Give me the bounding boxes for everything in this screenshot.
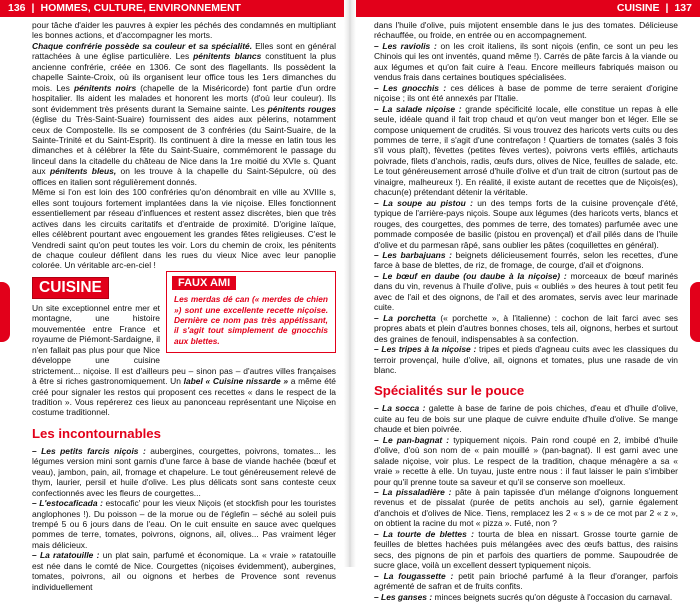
incontournables-heading: Les incontournables [32, 425, 161, 441]
list-item: – La salade niçoise : grande spécificité locale, elle constitue un repas à elle seule, idéale quand il fait trop chaud et qu'on veut manger bon et léger. Elle se compose uniquement de crudités. Si vous trouvez des haricots verts cuits ou des pommes de terre, il s'agit d'une contrefaçon ! Quartiers de tomates (salés 3 fois s'il vous plaît), fèvettes (petites fèves vertes), poivrons verts effilés, artichauts poivrade, filets d'anchois, radis, œufs durs, olives de Nice, feuilles de salade, etc. Le tout généreusement arrosé d'huile d'olive et d'un trait de citron (surtout pas de vinaigre, malheureux !). En réalité, il existe autant de recettes que de Niçois(es), chacun(e) prétendant détenir la véritable. [374, 103, 678, 198]
faux-ami-text: Les merdas dé can (« merdes de chien ») sont une excellente recette niçoise. Dernière ce nom pas très appétissant, il s'agit tout simplement de gnocchis aux blettes. [174, 294, 328, 346]
list-item: – Les ganses : minces beignets sucrés qu'on déguste à l'occasion du carnaval. [374, 591, 673, 602]
left-thumb-tab [0, 282, 10, 342]
list-item: – Le pan-bagnat : typiquement niçois. Pain rond coupé en 2, imbibé d'huile d'olive, d'où son nom de « pain mouillé » (pan-bagnat). Il est garni avec une salade niçoise, voir plus. Le respect de la tradition, chaque ménagère a sa « vraie » recette à elle. Un tuyau, juste entre nous : il faut laisser le pain s'imbiber pour qu'il prenne toute sa saveur et qu'il se conserve son moelleux. [374, 434, 678, 487]
list-item: – La porchetta (« porchette », à l'italienne) : cochon de lait farci avec ses propres abats et plein d'autres bonnes choses, tels ail, oignons, herbes et surtout des graines de fenouil, indispensables à sa confection. [374, 312, 679, 344]
cuisine-heading: CUISINE [32, 277, 109, 299]
paragraph: Même si l'on est loin des 100 confréries qu'on dénombrait en ville au XVIIIe s, elles sont toujours fortement implantées dans la vie niçoise. Elles fonctionnent essentiellement par réseau d'influences et restent assez discrètes, bien que très actives dans les circuits caritatifs et d'entraide de proximité. D'origine laïque, elles célèbrent pourtant avec engouement les grandes fêtes religieuses. C'est le Vendredi saint qu'on peut toutes les voir. Lors du chemin de croix, les pénitents de chaque couleur défilent dans les rues du vieux Nice avec leur panoplie colorée. Un véritable arc-en-ciel ! [32, 187, 336, 271]
list-item: – Les barbajuans : beignets délicieusement fourrés, selon les recettes, d'une farce à base de blettes, de riz, de fromage, de courge, d'ail et d'oignons. [374, 249, 678, 271]
left-page-header [0, 0, 344, 17]
list-item: – Les gnocchis : ces délices à base de pomme de terre seraient d'origine niçoise ; ils ont été annexés par l'Italie. [374, 82, 678, 104]
list-item: – L'estocaficada : estocafic' pour les vieux Niçois (et stockfish pour les touristes anglophones !). Du poisson – de la morue ou de l'églefin – séché au soleil puis trempé 5 ou 6 jours dans de l'eau. On le cuit ensuite en sauce avec quelques pommes de terre, tomates, poivrons, oignons, ail, olives... Pas vraiment léger mais délicieux. [32, 498, 336, 550]
left-page-number: 136 [8, 2, 26, 14]
list-item: – La ratatouille : un plat sain, parfumé et économique. La « vraie » ratatouille est née dans le comté de Nice. Courgettes (niçoises évidemment), aubergines, tomates, poivrons, ail ou oignons et herbes de Provence sont revenus individuellement [32, 550, 336, 592]
left-page-text [32, 20, 336, 592]
paragraph: pour tâche d'aider les pauvres à expier les péchés des condamnés en multipliant les bonnes actions, et d'accompagner les morts. [32, 20, 336, 41]
list-item: – Les tripes à la niçoise : tripes et pieds d'agneau cuits avec les classiques du terroir provençal, huile d'olive, ail, oignons et tomates, plus une rasade de vin blanc. [374, 344, 678, 375]
header-separator: | [31, 2, 35, 14]
right-page-number: 137 [674, 2, 692, 14]
right-page-text [374, 20, 678, 602]
list-item: – Le bœuf en daube (ou daube à la niçoise) : morceaux de bœuf marinés dans du vin, revenus à l'huile d'olive, puis « oubliés » des heures à tout petit feu avec de l'ail et des oignons, de l'ail et des aromates, servis avec leur marinade cuite. [374, 270, 678, 313]
header-separator: | [665, 2, 669, 14]
faux-ami-title: FAUX AMI [172, 276, 236, 290]
list-item: – Les raviolis : on les croit italiens, ils sont niçois (enfin, ce sont un peu les Chinois qui les ont inventés, quand même !). Carrés de pâte farcis à la viande ou aux légumes et qu'on fait cuire à l'eau. Encore meilleurs fabriqués maison ou vendus frais dans certaines boutiques spécialisées. [374, 40, 678, 83]
list-item: – La socca : galette à base de farine de pois chiches, d'eau et d'huile d'olive, cuite au feu de bois sur une plaque de cuivre enduite d'huile d'olive. Se mange chaude et bien poivrée. [374, 403, 678, 435]
list-item: – La soupe au pistou : un des temps forts de la cuisine provençale d'été, typique de l'arrière-pays niçois. Soupe aux légumes (des haricots verts, blancs et rouges, des courgettes, des pommes de terre, des tomates) parfumée avec une pommade composée de basilic (pistou en provençal) et d'ail pilés dans de l'huile d'olive et du parmesan râpé, sans oublier les pâtes (coquillettes en général). [374, 197, 678, 250]
paragraph-intro: Un site exceptionnel entre mer et montagne, une histoire mouvementée entre France et royaume de Piémont-Sardaigne, il n'en fallait pas plus pour que Nice développe une cuisine strictement... niçoise. Il est d'ailleurs peu – sinon pas – d'autres villes françaises à être si riches gastronomiquement. Un label « Cuisine nissarde » a même été créé pour signaler les restos qui proposent ces recettes « dans le respect de la tradition ». Vous repérerez ces lieux au panonceau représentant une Niçoise en costume traditionnel. [32, 302, 336, 418]
faux-ami-box [166, 271, 336, 353]
list-item: – La fougassette : petit pain brioché parfumé à la fleur d'oranger, parfois agrémenté de safran et de fruits confits. [374, 570, 678, 592]
list-item: – La tourte de blettes : tourta de blea en nissart. Grosse tourte garnie de feuilles de blettes hachées puis mélangées avec des œufs battus, des raisins secs, des pignons de pin et parfois des quartiers de pomme. Saupoudrée de sucre glace, voilà un excellent dessert typiquement niçois. [374, 528, 678, 571]
right-page-header [356, 0, 700, 17]
page-gutter [344, 0, 356, 567]
right-section-title: CUISINE [616, 2, 660, 14]
right-thumb-tab [690, 282, 700, 342]
left-section-title: HOMMES, CULTURE, ENVIRONNEMENT [40, 2, 241, 14]
paragraph: dans l'huile d'olive, puis mijotent ensemble dans le jus des tomates. Délicieuse réchauffée, ou froide, en entrée ou en accompagnement. [374, 20, 678, 41]
list-item: – La pissaladière : pâte à pain tapissée d'un mélange d'oignons longuement revenus et de pissalat (purée de petits anchois au sel), garnie également d'anchois et d'olives de Nice. Tiens, remplacez les 2 « s » de ce mot par 2 « z », on obtient la racine du mot « pizza ». Futé, non ? [374, 487, 678, 529]
list-item: – Les petits farcis niçois : aubergines, courgettes, poivrons, tomates... les légumes version mini sont garnis d'une farce à base de viande hachée (bœuf et veau), jambon, pain, ail, fromage et chapelure. Le tout généreusement relevé de thym, laurier, persil et huile d'olive. Les plus délicats sont sans conteste ceux confectionnés avec les fleurs de courgettes... [32, 445, 336, 498]
pouce-heading: Spécialités sur le pouce [374, 383, 525, 399]
paragraph-confreries: Chaque confrérie possède sa couleur et sa spécialité. Elles sont en général rattachées à une église particulière. Les pénitents blancs constituent la plus ancienne confrérie, créée en 1306. Ce sont des flagellants. Ils possèdent la chapelle Sainte-Croix, où ils organisent leur office tous les 1ers dimanches du mois. Les pénitents noirs (chapelle de la Miséricorde) font partie d'un ordre hospitalier. Ils aident les malades et honorent les morts (d'où leur couleur). Ils sont évidemment très présents durant la Semaine sainte. Les pénitents rouges (église du Très-Saint-Suaire) fournissent des aides aux pèlerins, notamment ceux de Compostelle. Ils se composent de 3 confréries (du Saint-Suaire, de la Sainte-Trinité et du Saint-Esprit). Ils continuent à dire la messe en latin tous les dimanches et à célébrer la fête du Saint-Suaire, commémorent le passage du linceul dans la citadelle du château de Nice dans la 1re moitié du XVIe s. Quant aux pénitents bleus, on les trouve à la chapelle du Saint-Sépulcre, où des offices en italien sont régulièrement donnés. [32, 40, 337, 187]
